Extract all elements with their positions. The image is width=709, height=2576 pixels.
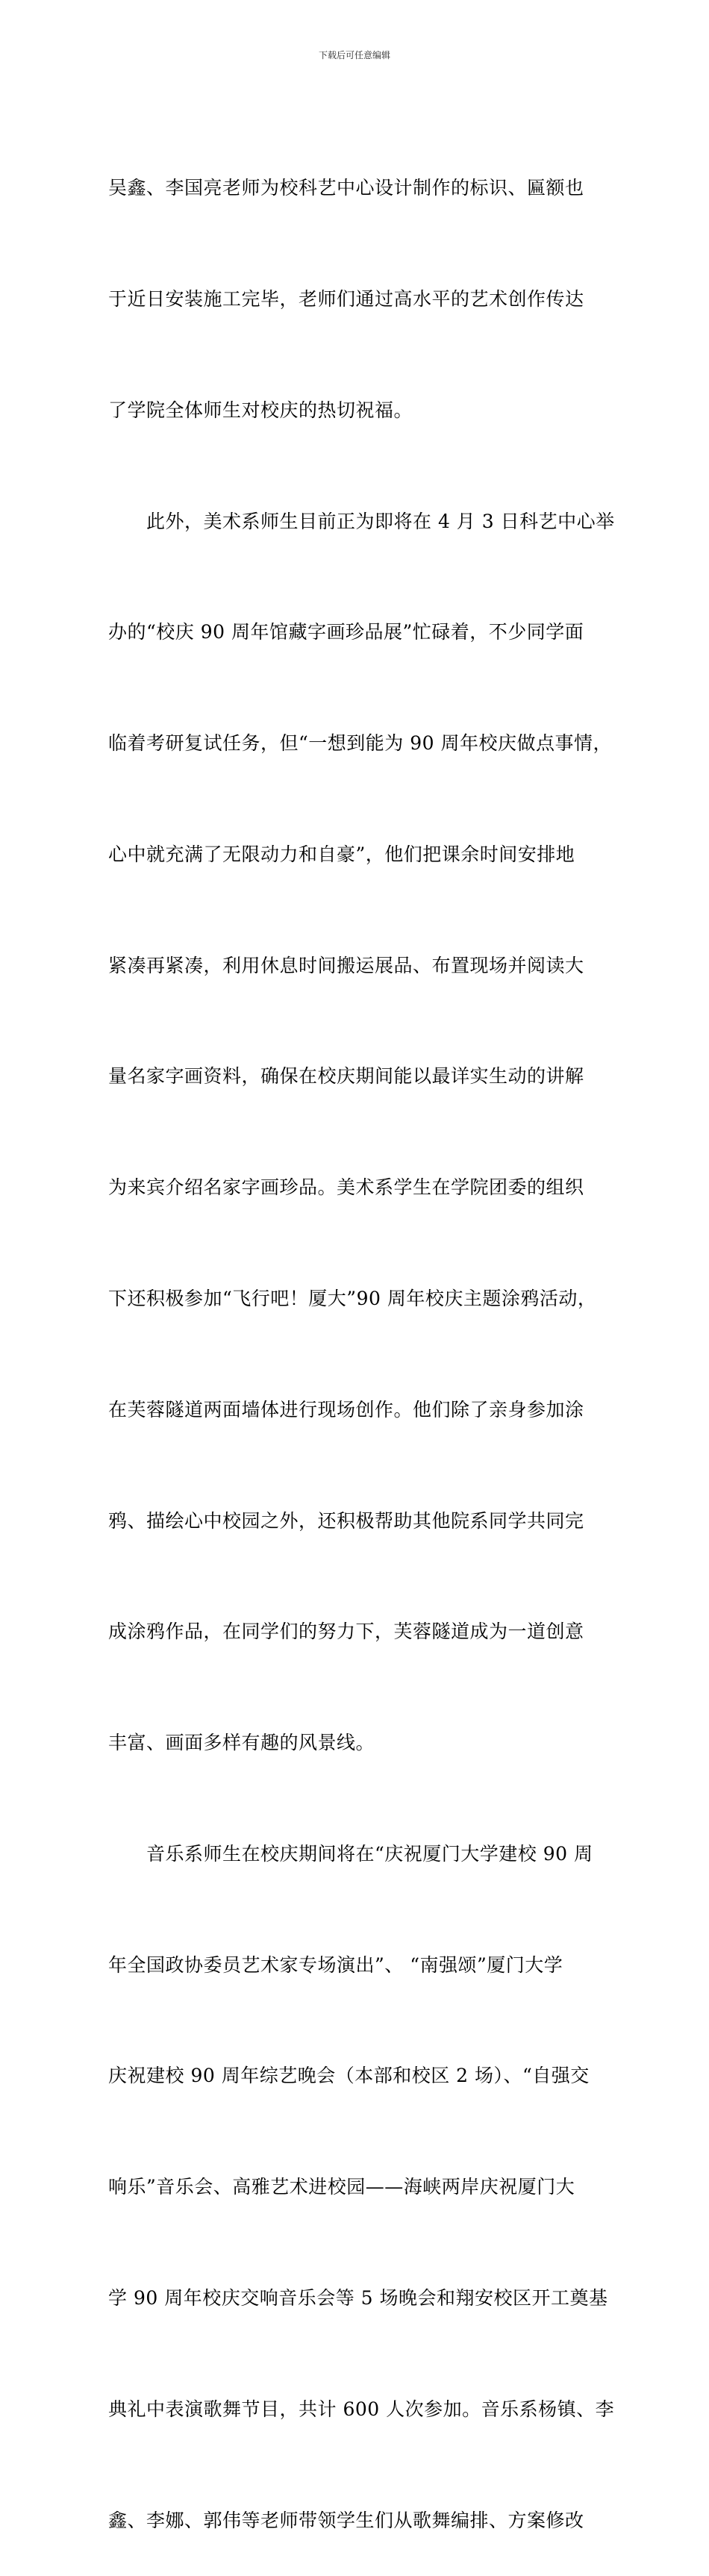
text-line: 吴鑫、李国亮老师为校科艺中心设计制作的标识、匾额也 bbox=[108, 177, 584, 199]
text-line: 丰富、画面多样有趣的风景线。 bbox=[108, 1732, 375, 1754]
page-header: 下载后可任意编辑 bbox=[318, 50, 390, 60]
text-line: 下还积极参加“飞行吧！厦大”90 周年校庆主题涂鸦活动， bbox=[108, 1288, 597, 1309]
document-body bbox=[108, 96, 615, 2576]
text-line: 庆祝建校 90 周年综艺晚会（本部和校区 2 场）、“自强交 bbox=[108, 2065, 590, 2087]
text-line: 音乐系师生在校庆期间将在“庆祝厦门大学建校 90 周 bbox=[108, 1842, 593, 1865]
text-line: 鸦、描绘心中校园之外，还积极帮助其他院系同学共同完 bbox=[108, 1509, 584, 1532]
text-line: 办的“校庆 90 周年馆藏字画珍品展”忙碌着，不少同学面 bbox=[108, 621, 584, 643]
text-line: 量名家字画资料，确保在校庆期间能以最详实生动的讲解 bbox=[108, 1065, 584, 1088]
text-line: 为来宾介绍名家字画珍品。美术系学生在学院团委的组织 bbox=[108, 1176, 584, 1199]
text-line: 了学院全体师生对校庆的热切祝福。 bbox=[108, 399, 413, 421]
text-line: 成涂鸦作品，在同学们的努力下，芙蓉隧道成为一道创意 bbox=[108, 1621, 584, 1643]
text-line: 典礼中表演歌舞节目，共计 600 人次参加。音乐系杨镇、李 bbox=[108, 2398, 615, 2420]
text-line: 此外，美术系师生目前正为即将在 4 月 3 日科艺中心举 bbox=[108, 510, 615, 532]
text-line: 学 90 周年校庆交响音乐会等 5 场晚会和翔安校区开工奠基 bbox=[108, 2287, 608, 2310]
text-line: 临着考研复试任务，但“一想到能为 90 周年校庆做点事情， bbox=[108, 732, 612, 755]
text-line: 鑫、李娜、郭伟等老师带领学生们从歌舞编排、方案修改 bbox=[108, 2509, 584, 2531]
text-line: 年全国政协委员艺术家专场演出”、 “南强颂”厦门大学 bbox=[108, 1953, 563, 1976]
text-line: 于近日安装施工完毕，老师们通过高水平的艺术创作传达 bbox=[108, 287, 584, 310]
text-line: 心中就充满了无限动力和自豪”，他们把课余时间安排地 bbox=[108, 843, 575, 865]
text-line: 在芙蓉隧道两面墙体进行现场创作。他们除了亲身参加涂 bbox=[108, 1398, 584, 1420]
text-line: 响乐”音乐会、高雅艺术进校园——海峡两岸庆祝厦门大 bbox=[108, 2176, 575, 2198]
text-line: 紧凑再紧凑，利用休息时间搬运展品、布置现场并阅读大 bbox=[108, 954, 584, 976]
